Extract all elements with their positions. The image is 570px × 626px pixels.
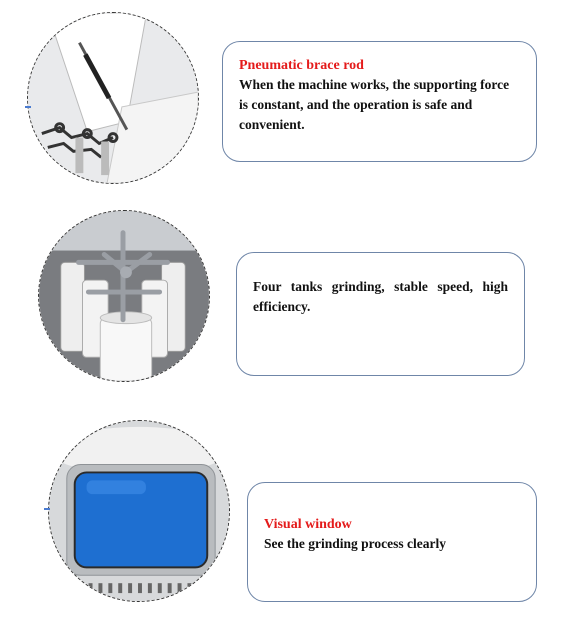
feature-pneumatic-brace-rod (0, 0, 570, 200)
feature-card (247, 482, 537, 602)
feature-visual-window (0, 400, 570, 626)
feature-title: Visual window (264, 517, 352, 532)
visual-window-photo (48, 420, 230, 602)
window-illustration (49, 421, 229, 601)
pneumatic-brace-rod-photo (27, 12, 199, 184)
four-tanks-photo (38, 210, 210, 382)
feature-card (222, 41, 537, 162)
feature-card (236, 252, 525, 376)
feature-description: Four tanks grinding, stable speed, high efficiency. (253, 279, 508, 314)
edge-marker (44, 508, 50, 510)
feature-description: When the machine works, the supporting force is constant, and the operation is safe and convenient. (239, 77, 510, 132)
edge-marker (25, 106, 31, 108)
tanks-illustration (39, 211, 209, 381)
feature-description: See the grinding process clearly (264, 536, 446, 551)
feature-four-tanks (0, 200, 570, 400)
feature-title: Pneumatic brace rod (239, 58, 364, 73)
brace-rod-illustration (28, 13, 198, 183)
